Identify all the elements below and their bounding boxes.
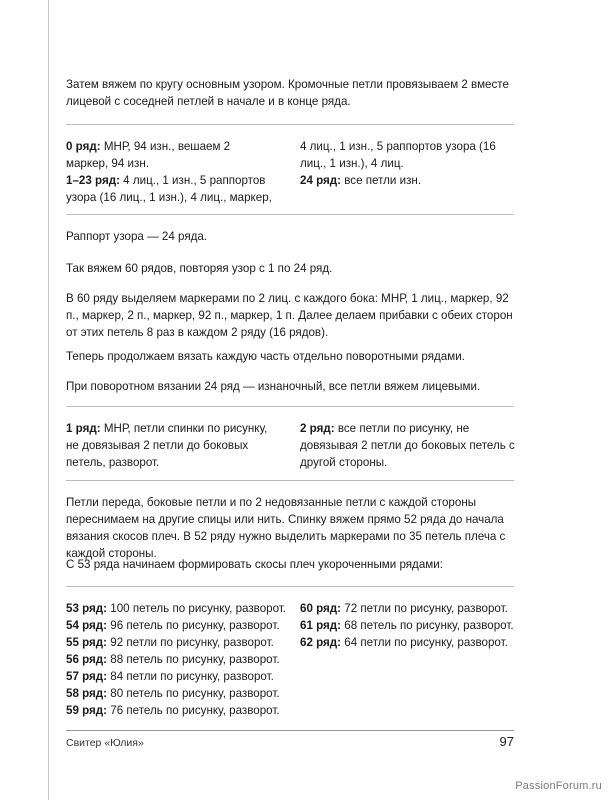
divider	[66, 586, 514, 587]
row-text: 64 петли по рисунку, разворот.	[344, 636, 508, 649]
row-label: 24 ряд:	[300, 174, 342, 187]
row-text: 4 лиц., 1 изн., 5 раппортов узора (16 лиц., 1 изн.), 4 лиц., маркер,	[66, 174, 272, 204]
instruction-row	[66, 600, 296, 617]
row-label: 2 ряд:	[300, 422, 335, 435]
row-label: 0 ряд:	[66, 140, 101, 153]
row-label: 62 ряд:	[300, 636, 342, 649]
footer-title: Свитер «Юлия»	[66, 737, 144, 749]
row-text: 92 петли по рисунку, разворот.	[110, 636, 274, 649]
row-label: 61 ряд:	[300, 619, 342, 632]
instruction-row	[300, 600, 514, 617]
paragraph: При поворотном вязании 24 ряд — изнаночный, все петли вяжем лицевыми.	[66, 380, 481, 393]
block2-left	[66, 420, 272, 471]
row-label: 59 ряд:	[66, 704, 108, 717]
rows-left	[66, 600, 296, 719]
row-text: 4 лиц., 1 изн., 5 раппортов узора (16 лиц., 1 изн.), 4 лиц.	[300, 140, 496, 170]
row-label: 57 ряд:	[66, 670, 108, 683]
row-label: 53 ряд:	[66, 602, 108, 615]
instruction-row	[300, 617, 514, 634]
row-text: 88 петель по рисунку, разворот.	[110, 653, 280, 666]
instruction-row	[66, 172, 274, 206]
block2-right	[300, 420, 520, 471]
divider	[66, 480, 514, 481]
instruction-row	[66, 617, 296, 634]
row-label: 55 ряд:	[66, 636, 108, 649]
row-text: 72 петли по рисунку, разворот.	[344, 602, 508, 615]
row-label: 54 ряд:	[66, 619, 108, 632]
intro-paragraph: Затем вяжем по кругу основным узором. Кромочные петли провязываем 2 вместе лицевой с соседней петлей в начале и в конце ряда.	[66, 78, 509, 108]
paragraph: Теперь продолжаем вязать каждую часть отдельно поворотными рядами.	[66, 350, 465, 363]
row-text: МНР, 94 изн., вешаем 2 маркер, 94 изн.	[66, 140, 231, 170]
row-text: 84 петли по рисунку, разворот.	[110, 670, 274, 683]
row-label: 1 ряд:	[66, 422, 101, 435]
divider	[66, 406, 514, 407]
instruction-row	[66, 634, 296, 651]
row-text: 68 петель по рисунку, разворот.	[344, 619, 514, 632]
row-text: все петли по рисунку, не довязывая 2 петли до боковых петель с другой стороны.	[300, 422, 515, 469]
watermark: PassionForum.ru	[515, 780, 602, 792]
instruction-row	[300, 634, 514, 651]
instruction-row	[66, 685, 296, 702]
row-label: 1–23 ряд:	[66, 174, 120, 187]
paragraph: Петли переда, боковые петли и по 2 недовязанные петли с каждой стороны переснимаем на другие спицы или нить. Спинку вяжем прямо 52 ряда до начала вязания скосов плеч. В 52 ряду нужно выделить маркерами по 35 петель плеча с каждой стороны.	[66, 496, 506, 560]
instruction-row	[66, 138, 274, 172]
instruction-row	[66, 651, 296, 668]
row-label: 60 ряд:	[300, 602, 342, 615]
row-text: 96 петель по рисунку, разворот.	[110, 619, 280, 632]
block1-right	[300, 138, 514, 189]
row-label: 58 ряд:	[66, 687, 108, 700]
row-text: 100 петель по рисунку, разворот.	[110, 602, 287, 615]
row-text: все петли изн.	[344, 174, 422, 187]
row-text: МНР, петли спинки по рисунку, не довязывая 2 петли до боковых петель, разворот.	[66, 422, 268, 469]
block1-left	[66, 138, 274, 206]
row-text: 76 петель по рисунку, разворот.	[110, 704, 280, 717]
paragraph: В 60 ряду выделяем маркерами по 2 лиц. с каждого бока: МНР, 1 лиц., маркер, 92 п., маркер, 2 п., маркер, 92 п., маркер, 1 п. Далее делаем прибавки с обеих сторон от этих петель 8 раз в каждом 2 ряду (16 рядов).	[66, 292, 513, 339]
paragraph: Так вяжем 60 рядов, повторяя узор с 1 по 24 ряд.	[66, 262, 333, 275]
instruction-row	[66, 668, 296, 685]
instruction-row	[66, 702, 296, 719]
footer-divider	[66, 730, 514, 731]
paragraph: С 53 ряда начинаем формировать скосы плеч укороченными рядами:	[66, 558, 443, 571]
row-label: 56 ряд:	[66, 653, 108, 666]
paragraph: Раппорт узора — 24 ряда.	[66, 230, 208, 243]
divider	[66, 214, 514, 215]
rows-right	[300, 600, 514, 651]
instruction-row	[300, 172, 514, 189]
page-number: 97	[499, 734, 514, 749]
instruction-row	[300, 138, 514, 172]
divider	[66, 124, 514, 125]
row-text: 80 петель по рисунку, разворот.	[110, 687, 280, 700]
